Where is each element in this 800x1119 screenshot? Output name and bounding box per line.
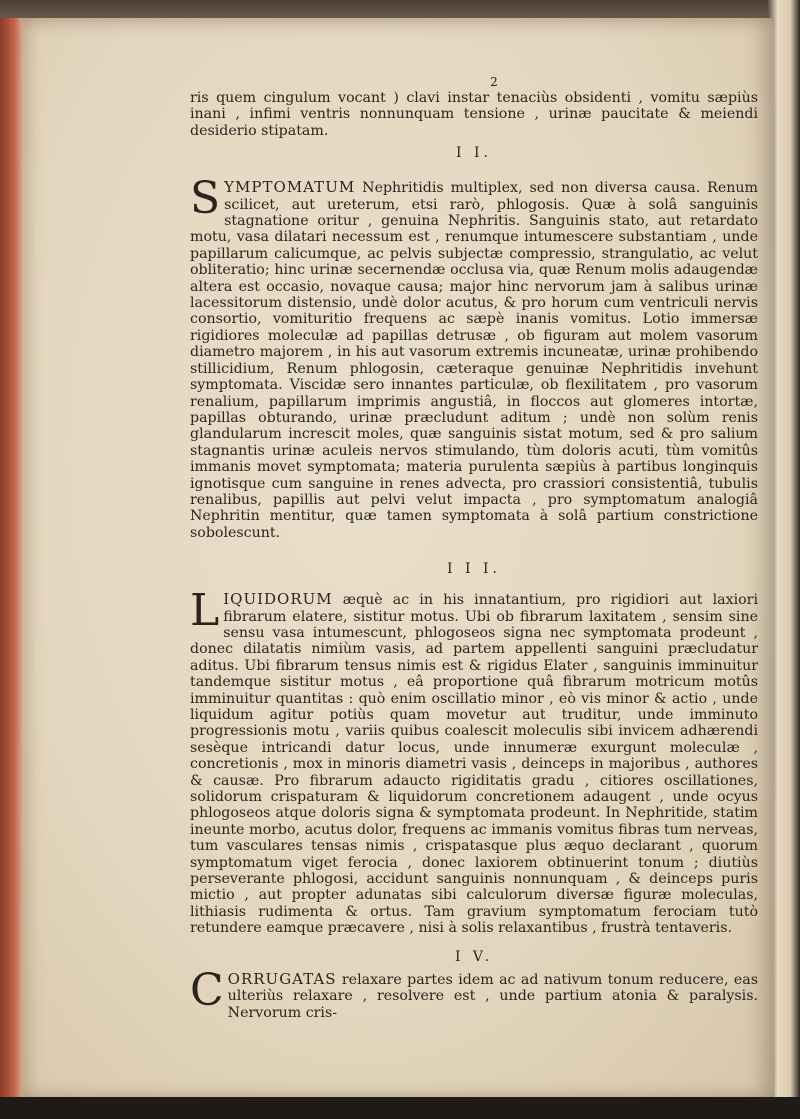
intro-paragraph: ris quem cingulum vocant ) clavi instar tenaciùs obsidenti , vomitu sæpiùs inani , infimi ventris nonnunquam tensione , urinæ paucitate & meiendi desiderio stipatam. xyxy=(190,90,758,139)
dropcap-s: S xyxy=(190,173,221,225)
section-3-paragraph xyxy=(190,585,758,937)
section-4-paragraph xyxy=(190,964,758,1021)
section-2-paragraph xyxy=(190,173,758,541)
page-bottom-edge xyxy=(0,1097,800,1119)
section-4-text: relaxare partes idem ac ad nativum tonum reducere, eas ulteriùs relaxare , resolvere est , unde partium atonia & paralysis. Nervorum cris- xyxy=(227,971,758,1021)
section-2-lead: YMPTOMATUM xyxy=(224,178,356,197)
page-text xyxy=(190,76,758,1021)
section-heading-4: I V. xyxy=(454,948,494,965)
section-heading-3: I I I. xyxy=(447,561,501,578)
book-spine-edge xyxy=(0,18,24,1100)
section-heading-2: I I. xyxy=(456,145,492,162)
dropcap-l: L xyxy=(190,585,220,637)
section-4-lead: ORRUGATAS xyxy=(227,969,337,988)
section-3-lead: IQUIDORUM xyxy=(223,590,333,609)
page-number: 2 xyxy=(490,75,498,89)
section-2-text: Nephritidis multiplex, sed non diversa causa. Renum scilicet, aut ureterum, etsi rarò, phlogosis. Quæ à solâ sanguinis stagnatione oritur , genuina Nephritis. Sanguinis stato, aut retardato motu, vasa dilatari necessum est , renumque intumescere substantiam , unde papillarum calicumque, ac pelvis subjectæ compressio, strangulatio, ac velut obliteratio; hinc urinæ secernendæ occlusa via, quæ Renum molis adaugendæ altera est occasio, novaque causa; major hinc nervorum jam à salibus urinæ lacessitorum distensio, undè dolor acutus, & pro horum cum ventriculi nervis consortio, vomituritio frequens ac sæpè inanis vomitus. Lotio immersæ rigidiores moleculæ ad papillas detrusæ , ob figuram aut molem vasorum diametro majorem , in his aut vasorum extremis incuneatæ, urinæ prohibendo stillicidium, Renum phlogosin, cæteraque genuinæ Nephritidis invehunt symptomata. Viscidæ sero innantes particulæ, ob flexilitatem , pro vasorum renalium, papillarum imprimis angustiâ, in floccos aut glomeres intortæ, papillas obturando, urinæ præcludunt aditum ; undè non solùm renis glandularum increscit moles, quæ sanguinis sistat motum, sed & pro salium stagnantis urinæ aculeis nervos stimulando, tùm doloris acuti, tùm vomitûs immanis movet symptomata; materia purulenta sæpiùs à partibus longinquis ignotisque cum sanguine in renes advecta, pro crassiori consistentiâ, tubulis renalibus, papillis aut pelvi velut impacta , pro symptomatum analogiâ Nephritin mentitur, quæ tamen symptomata à solâ partium constrictione sobolescunt. xyxy=(190,180,758,541)
dropcap-c: C xyxy=(190,964,224,1016)
section-3-text: æquè ac in his innatantium, pro rigidiori aut laxiori fibrarum elatere, sistitur motus. Ubi ob fibrarum laxitatem , sensim sine sensu vasa intumescunt, phlogoseos signa nec symptomata prodeunt , donec dilatatis nimiùm vasis, ad partem appellenti sanguini præcludatur aditus. Ubi fibrarum tensus nimis est & rigidus Elater , sanguinis imminuitur tandemque sistitur motus , eâ proportione quâ fibrarum motricum motûs imminuitur quantitas : quò enim oscillatio minor , eò vis minor & actio , unde liquidum agitur potiùs quam movetur aut truditur, unde imminuto progressionis motu , variis quibus coalescit moleculis sibi invicem adhærendi sesèque intricandi datur locus, unde innumeræ exurgunt moleculæ , concretionis , mox in minoris diametri vasis , deinceps in majoribus , authores & causæ. Pro fibrarum adaucto rigiditatis gradu , citiores oscillationes, solidorum crispaturam & liquidorum concretionem adaugent , unde ocyus phlogoseos atque doloris signa & symptomata prodeunt. In Nephritide, statim ineunte morbo, acutus dolor, frequens ac immanis vomitus fibras tum nerveas, tum vasculares tensas nimis , crispatasque plus æquo declarant , quorum symptomatum viget ferocia , donec laxiorem obtinuerint tonum ; diutiùs perseverante phlogosi, accidunt sanguinis nonnunquam , & deinceps puris mictio , aut propter adunatas sibi calculorum diversæ figuræ moleculas, lithiasis rudimenta & ortus. Tam gravium symptomatum ferociam tutò retundere eamque præcavere , nisi à solis relaxantibus , frustrà tentaveris. xyxy=(190,592,758,937)
book-page xyxy=(22,18,774,1100)
